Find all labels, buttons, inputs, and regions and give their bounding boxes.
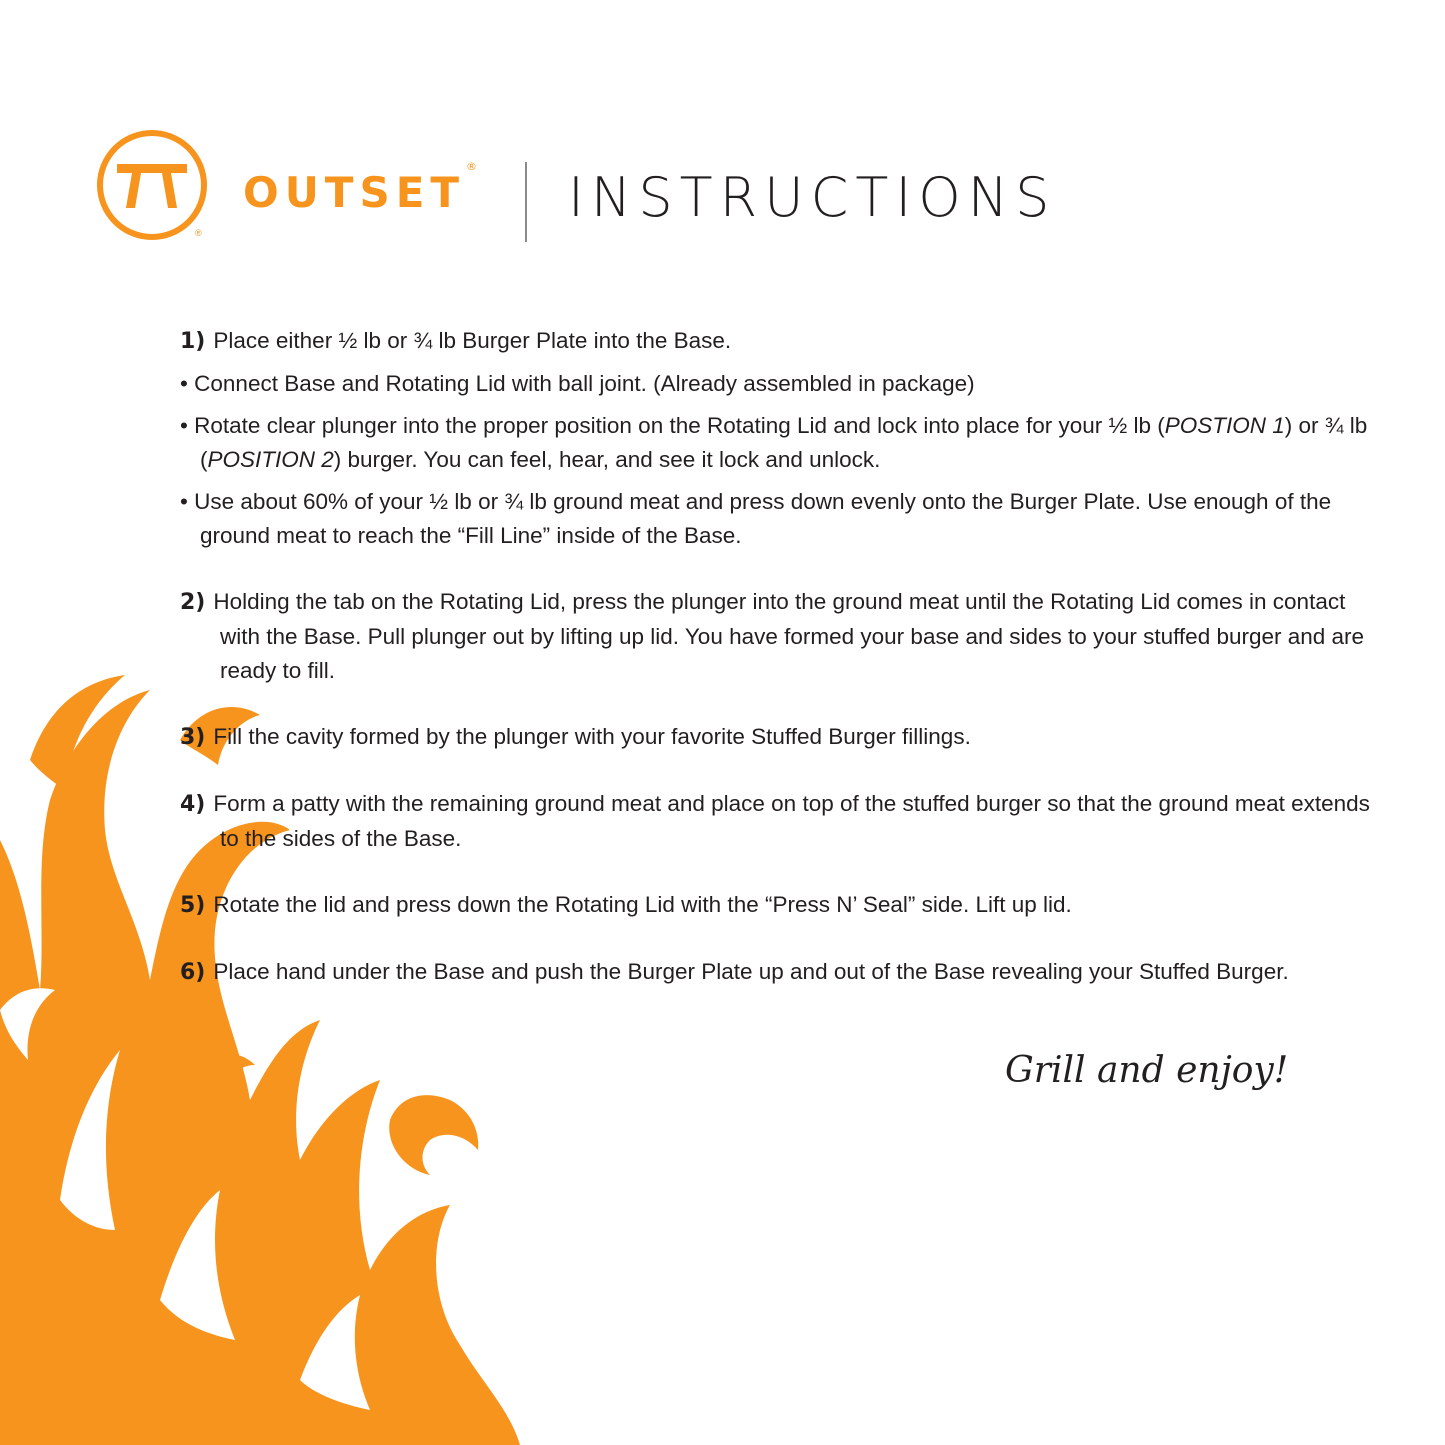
- step-text: Place hand under the Base and push the Burger Plate up and out of the Base revealing your Stuffed Burger.: [213, 959, 1289, 984]
- step-number: 4): [180, 792, 206, 817]
- step-text: ) burger. You can feel, hear, and see it lock and unlock.: [333, 447, 881, 472]
- bullet-icon: •: [180, 489, 188, 514]
- step-text: Rotate the lid and press down the Rotating Lid with the “Press N’ Seal” side. Lift up lid.: [213, 892, 1072, 917]
- brand-name: OUTSET: [243, 168, 466, 217]
- step-3: [180, 720, 1380, 755]
- flame-shape: [389, 1095, 478, 1175]
- step-text: Form a patty with the remaining ground meat and place on top of the stuffed burger so that the ground meat extends to the sides of the Base.: [213, 791, 1370, 851]
- position-1-label: POSTION 1: [1164, 413, 1285, 438]
- header-divider: [525, 162, 527, 242]
- step-4: [180, 787, 1380, 856]
- brand-wordmark: [243, 160, 478, 217]
- step-text: ) or ¾ lb (: [200, 413, 1368, 472]
- registered-mark: ®: [466, 160, 478, 173]
- bullet-icon: •: [180, 413, 188, 438]
- step-text: Rotate clear plunger into the proper position on the Rotating Lid and lock into place for your ½ lb (: [194, 413, 1165, 438]
- step-5: [180, 888, 1380, 923]
- step-text: Connect Base and Rotating Lid with ball joint. (Already assembled in package): [194, 371, 975, 396]
- instructions-list: [180, 324, 1380, 990]
- step-1-bullet-2: [180, 409, 1380, 477]
- step-1: [180, 324, 1380, 359]
- step-6: [180, 955, 1380, 990]
- closing-message: Grill and enjoy!: [1005, 1050, 1289, 1091]
- step-1-bullet-1: [180, 367, 1380, 401]
- step-2: [180, 585, 1380, 688]
- page-title: INSTRUCTIONS: [568, 166, 1057, 229]
- step-1-bullet-3: [180, 485, 1380, 553]
- position-2-label: POSITION 2: [207, 447, 334, 472]
- step-text: Use about 60% of your ½ lb or ¾ lb ground meat and press down evenly onto the Burger Plate. Use enough of the ground meat to reach the “Fill Line” inside of the Base.: [194, 489, 1332, 548]
- step-number: 3): [180, 725, 206, 750]
- step-number: 2): [180, 590, 206, 615]
- bullet-icon: •: [180, 371, 188, 396]
- step-number: 6): [180, 960, 206, 985]
- step-number: 1): [180, 329, 206, 354]
- step-number: 5): [180, 893, 206, 918]
- pi-table-logo-icon: [95, 128, 210, 243]
- step-text: Place either ½ lb or ¾ lb Burger Plate into the Base.: [213, 328, 732, 353]
- registered-mark: ®: [195, 228, 202, 238]
- step-text: Fill the cavity formed by the plunger with your favorite Stuffed Burger fillings.: [213, 724, 971, 749]
- step-text: Holding the tab on the Rotating Lid, press the plunger into the ground meat until the Rotating Lid comes in contact with the Base. Pull plunger out by lifting up lid. You have formed your base and sides to your stuffed burger and are ready to fill.: [213, 589, 1365, 683]
